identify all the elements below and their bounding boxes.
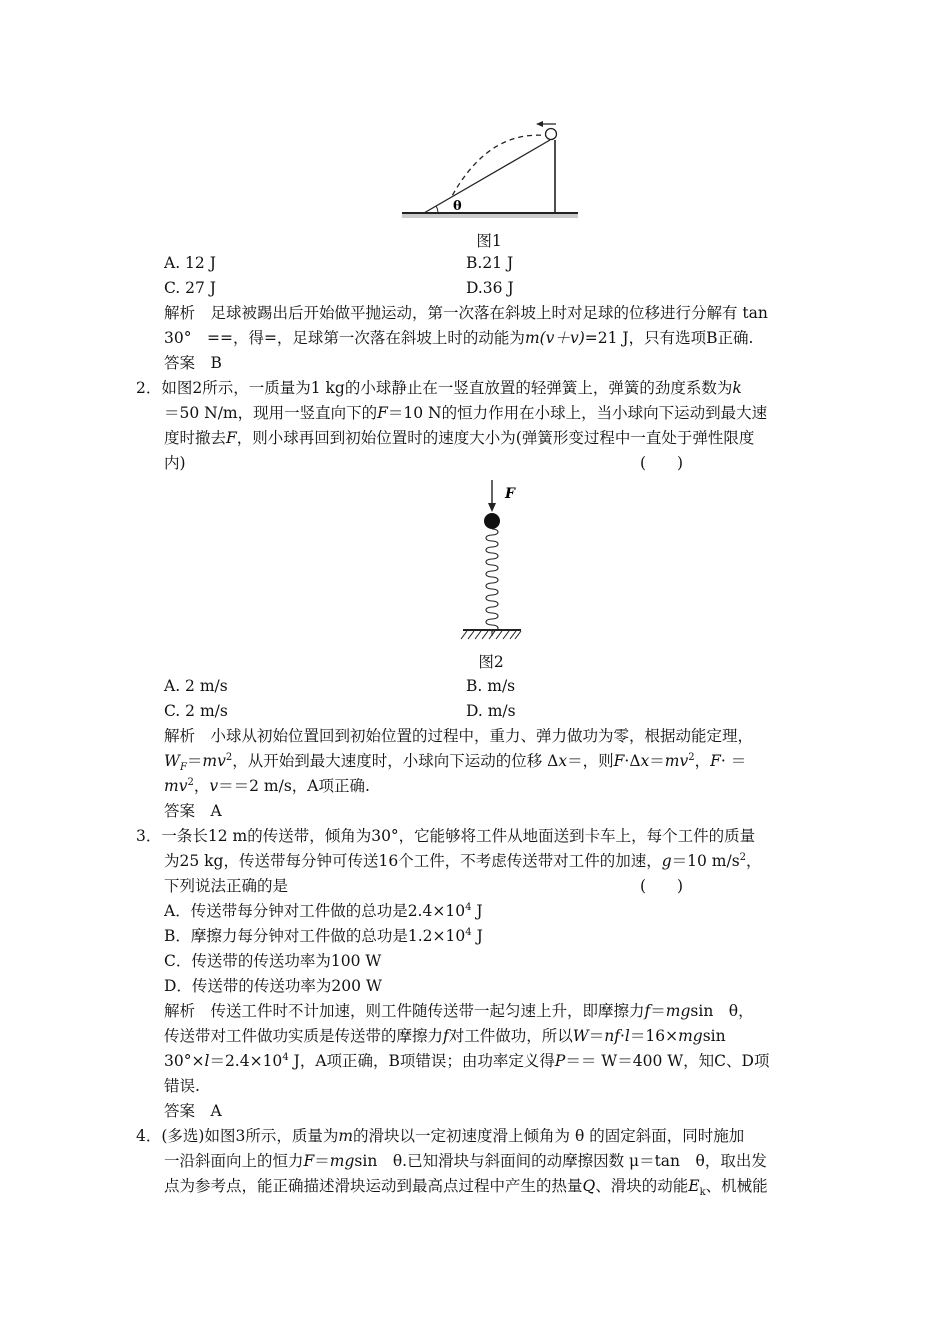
- force-arrowhead: [488, 503, 496, 512]
- q3-answer: 答案 A: [164, 1102, 222, 1120]
- q2-stem-line-1: 2．如图2所示，一质量为1 kg的小球静止在一竖直放置的轻弹簧上，弹簧的劲度系数为k: [136, 379, 742, 397]
- q3-analysis-line-2: 传送带对工件做功实质是传送带的摩擦力f对工件做功，所以W＝nf·l＝16×mgsin: [164, 1027, 726, 1045]
- q2-stem-line-3: 度时撤去F，则小球再回到初始位置时的速度大小为(弹簧形变过程中一直处于弹性限度: [164, 429, 755, 447]
- ball: [546, 129, 557, 140]
- figure-1-caption: 图1: [476, 232, 502, 250]
- q1-analysis-line-2: 30° ==，得=，足球第一次落在斜坡上时的动能为m(v＋v)=21 J，只有选项B正确.: [164, 329, 754, 347]
- q1-option-c: C. 27 J: [164, 279, 217, 297]
- velocity-arrowhead: [536, 121, 543, 127]
- angle-arc: [436, 206, 438, 213]
- q4-stem-line-1: 4．(多选)如图3所示，质量为m的滑块以一定初速度滑上倾角为 θ 的固定斜面，同时施加: [136, 1127, 745, 1145]
- figure-2-spring-diagram: [455, 476, 535, 646]
- figure-2-caption: 图2: [478, 653, 504, 671]
- trajectory-dashed: [452, 135, 550, 196]
- incline-line: [424, 140, 550, 213]
- q3-option-b: B．摩擦力每分钟对工件做的总功是$1.2\times 10^4$ J: [164, 927, 483, 945]
- ground-hatch: [402, 214, 578, 218]
- q2-option-c: C. 2 m/s: [164, 702, 228, 720]
- q3-option-d: D．传送带的传送功率为200 W: [164, 977, 382, 995]
- q1-option-d: D.36 J: [466, 279, 514, 297]
- spring-coil: [486, 529, 498, 636]
- q3-stem-line-1: 3．一条长12 m的传送带，倾角为30°，它能够将工件从地面送到卡车上，每个工件的质量: [136, 827, 756, 845]
- q2-analysis-line-2: $W_F=mv^2$，从开始到最大速度时，小球向下运动的位移 Δx＝，则$F\cdot\Delta x=mv^2$，F· ＝: [164, 752, 747, 774]
- q3-stem-line-2: 为25 kg，传送带每分钟可传送16个工件，不考虑传送带对工件的加速，g＝10 $m/s^2$，: [164, 852, 762, 870]
- q1-analysis-line-1: 解析 足球被踢出后开始做平抛运动，第一次落在斜坡上时对足球的位移进行分解有 tan: [164, 304, 768, 322]
- q2-option-a: A. 2 m/s: [164, 677, 228, 695]
- q1-answer: 答案 B: [164, 354, 222, 372]
- q4-stem-line-2: 一沿斜面向上的恒力F＝mgsin θ.已知滑块与斜面间的动摩擦因数 μ＝tan θ，取出发: [164, 1152, 767, 1170]
- q3-stem-line-3: 下列说法正确的是: [164, 877, 289, 895]
- q1-option-b: B.21 J: [466, 254, 514, 272]
- figure-1-incline-diagram: [400, 118, 580, 220]
- q2-analysis-line-1: 解析 小球从初始位置回到初始位置的过程中，重力、弹力做功为零，根据动能定理，: [164, 727, 754, 745]
- q2-answer-blank: ( ): [640, 454, 684, 472]
- force-label: F: [505, 486, 515, 502]
- q1-option-a: A. 12 J: [164, 254, 216, 272]
- q3-analysis-line-4: 错误.: [164, 1077, 200, 1095]
- q3-option-a: A．传送带每分钟对工件做的总功是$2.4\times 10^4$ J: [164, 902, 483, 920]
- q3-option-c: C．传送带的传送功率为100 W: [164, 952, 382, 970]
- ground-hatch: [461, 631, 521, 639]
- q2-analysis-line-3: $mv^2$，v＝＝2 m/s，A项正确.: [164, 777, 370, 795]
- q2-option-b: B. m/s: [466, 677, 516, 695]
- q2-stem-line-2: ＝50 N/m，现用一竖直向下的F＝10 N的恒力作用在小球上，当小球向下运动到最大速: [164, 404, 768, 422]
- q3-analysis-line-1: 解析 传送工件时不计加速，则工件随传送带一起匀速上升，即摩擦力f＝mgsin θ，: [164, 1002, 754, 1020]
- q3-answer-blank: ( ): [640, 877, 684, 895]
- ball: [484, 513, 500, 529]
- angle-label: θ: [453, 199, 462, 214]
- q3-analysis-line-3: $30^\circ\times l=2.4\times 10^4$ J，A项正确，B项错误；由功率定义得P＝＝ W＝400 W，知C、D项: [164, 1052, 770, 1070]
- q2-option-d: D. m/s: [466, 702, 516, 720]
- q2-answer: 答案 A: [164, 802, 222, 820]
- q2-stem-line-4: 内): [164, 454, 186, 472]
- q4-stem-line-3: 点为参考点，能正确描述滑块运动到最高点过程中产生的热量Q、滑块的动能$E_k$、机械能: [164, 1177, 768, 1199]
